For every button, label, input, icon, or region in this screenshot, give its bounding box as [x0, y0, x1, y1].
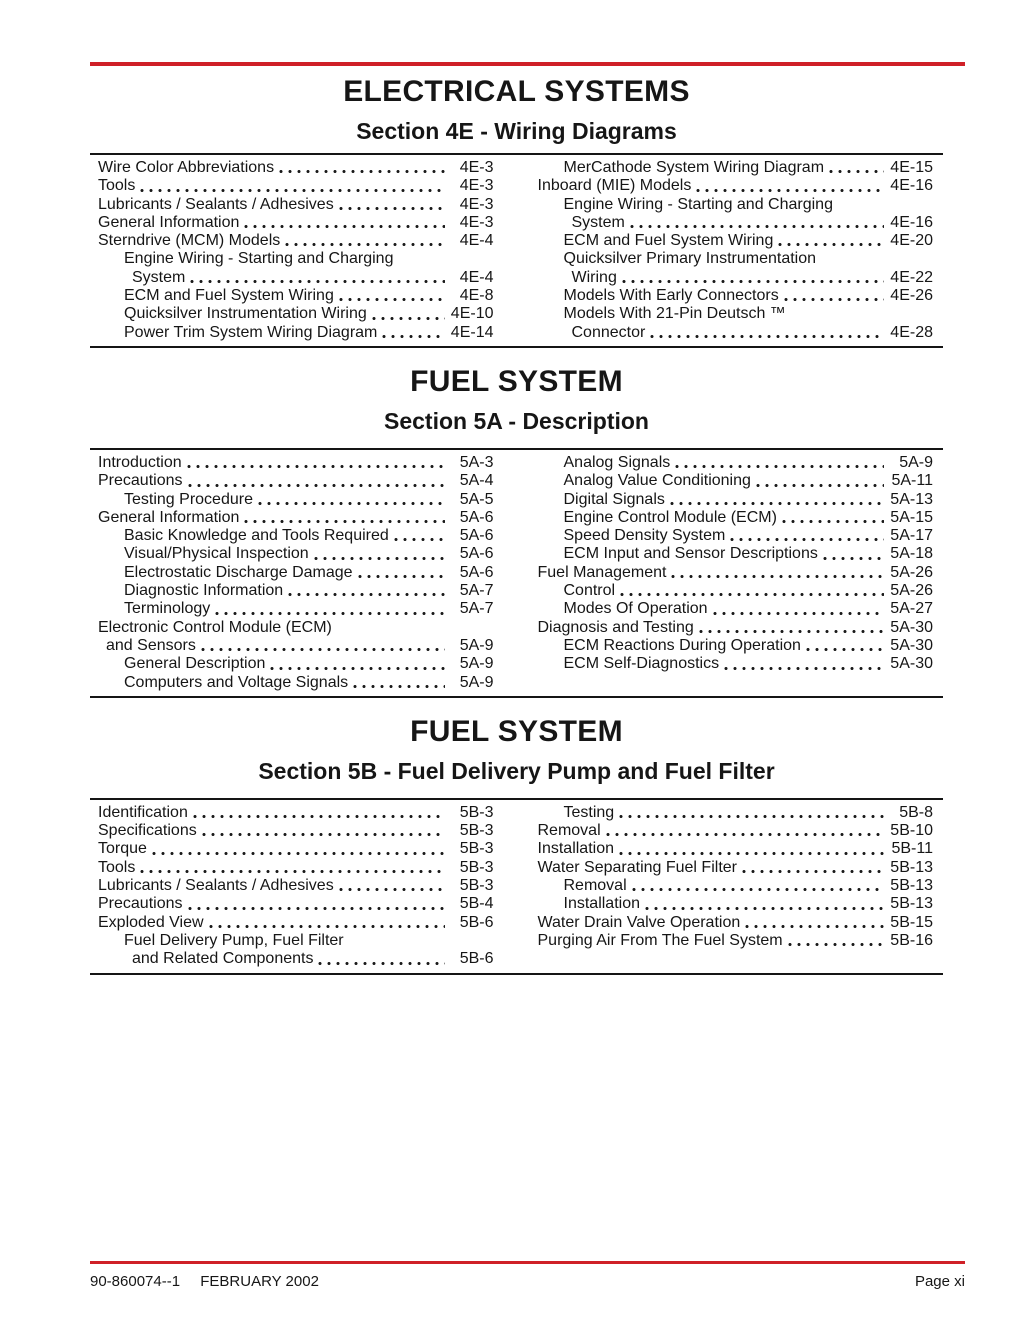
toc-entry-label: and Sensors: [106, 636, 196, 654]
dot-leader: [630, 224, 884, 229]
toc-entry-page: 5B-15: [890, 913, 933, 931]
toc-entry-label: Specifications: [98, 822, 197, 840]
toc-entry-page: 5A-30: [890, 618, 933, 636]
toc-entry: [98, 269, 494, 287]
toc-entry-label: Electronic Control Module (ECM): [98, 618, 332, 636]
dot-leader: [193, 814, 445, 819]
toc-entry-page: 4E-14: [450, 323, 494, 341]
toc-entry-label: Analog Value Conditioning: [563, 472, 751, 490]
toc-entry-label: Diagnosis and Testing: [537, 618, 694, 636]
toc-entry-page: 5B-3: [459, 858, 494, 876]
toc-entry-page: 5A-17: [890, 527, 933, 545]
toc-entry-label: Fuel Delivery Pump, Fuel Filter: [124, 931, 344, 949]
toc-entry-label: Connector: [571, 323, 646, 341]
manual-section: [90, 698, 943, 975]
dot-leader: [829, 169, 884, 174]
toc-entry-page: 5B-3: [459, 822, 494, 840]
toc-entry-page: 4E-16: [890, 177, 933, 195]
toc-entry-label: Engine Control Module (ECM): [563, 508, 777, 526]
toc-entry-label: Quicksilver Primary Instrumentation: [563, 250, 817, 268]
dot-leader: [279, 169, 444, 174]
dot-leader: [782, 519, 884, 524]
dot-leader: [215, 611, 444, 616]
dot-leader: [140, 188, 444, 193]
toc-entry-label: Tools: [98, 177, 136, 195]
toc-entry: [538, 895, 934, 913]
toc-entry-page: 5B-6: [459, 913, 494, 931]
toc-entry-label: and Related Components: [132, 950, 314, 968]
toc-entry-page: 5A-26: [890, 563, 933, 581]
toc-entry-label: Testing: [563, 803, 615, 821]
toc-entry-label: Precautions: [98, 895, 183, 913]
toc-entry: [538, 250, 934, 268]
dot-leader: [742, 869, 884, 874]
toc-column: [98, 804, 494, 969]
dot-leader: [244, 519, 444, 524]
section-subtitle: Section 4E - Wiring Diagrams: [356, 118, 677, 144]
dot-leader: [314, 556, 445, 561]
toc-entry-page: 5A-30: [890, 636, 933, 654]
toc-entry-page: 4E-15: [890, 159, 933, 176]
toc-entry-page: 4E-3: [459, 213, 494, 231]
toc-entry-page: 5B-6: [459, 950, 494, 968]
toc-entry: [538, 564, 934, 582]
toc-entry-label: Models With 21-Pin Deutsch ™: [563, 305, 786, 323]
toc-entry-label: Inboard (MIE) Models: [537, 177, 692, 195]
toc-column: [98, 454, 494, 692]
toc-entry-label: Testing Procedure: [124, 490, 253, 508]
toc-entry-label: System: [571, 213, 625, 231]
toc-entry-label: General Information: [98, 508, 240, 526]
toc-entry-label: General Description: [124, 655, 266, 673]
toc-entry-label: Lubricants / Sealants / Adhesives: [98, 877, 334, 895]
toc-entry-label: Fuel Management: [537, 563, 667, 581]
toc-entry-label: Wiring: [571, 268, 617, 286]
toc-entry: [538, 655, 934, 673]
toc-entry-page: 5B-3: [459, 877, 494, 895]
dot-leader: [339, 887, 445, 892]
toc-entry-page: 5A-6: [459, 527, 494, 545]
toc-entry: [98, 527, 494, 545]
toc-entry-label: Modes Of Operation: [563, 600, 708, 618]
toc-entry: [98, 822, 494, 840]
section-title: FUEL SYSTEM: [410, 364, 623, 398]
toc-entry-page: 4E-20: [890, 232, 933, 250]
toc-entry-label: Torque: [98, 840, 147, 858]
toc-entry-page: 5B-13: [890, 858, 933, 876]
toc-entry: [538, 159, 934, 177]
toc-entry-page: 5A-26: [890, 582, 933, 600]
toc-entry-page: 5B-13: [890, 877, 933, 895]
toc-entry-label: Exploded View: [98, 913, 204, 931]
toc-entry-page: 5B-3: [459, 840, 494, 858]
toc-entry-label: Basic Knowledge and Tools Required: [124, 527, 389, 545]
toc-entry: [538, 804, 934, 822]
dot-leader: [606, 832, 884, 837]
dot-leader: [713, 611, 884, 616]
dot-leader: [619, 851, 884, 856]
toc-entry: [98, 914, 494, 932]
toc-entry: [98, 619, 494, 637]
toc-entry: [98, 582, 494, 600]
toc-entry-label: Water Separating Fuel Filter: [537, 858, 737, 876]
toc-entry-label: ECM and Fuel System Wiring: [563, 232, 774, 250]
toc-entry-label: ECM Input and Sensor Descriptions: [563, 545, 818, 563]
toc-entry-label: Purging Air From The Fuel System: [537, 931, 783, 949]
dot-leader: [382, 334, 444, 339]
dot-leader: [140, 869, 444, 874]
toc-entry: [538, 454, 934, 472]
toc-entry-page: 5B-16: [890, 931, 933, 949]
toc-entry-label: Installation: [563, 895, 640, 913]
dot-leader: [699, 629, 884, 634]
toc-entry-page: 5A-6: [459, 508, 494, 526]
toc-entry: [98, 287, 494, 305]
toc-entry: [538, 932, 934, 950]
dot-leader: [201, 647, 445, 652]
toc-entry: [98, 950, 494, 968]
toc-entry: [98, 305, 494, 323]
section-title: ELECTRICAL SYSTEMS: [343, 75, 690, 108]
toc-entry-label: Removal: [537, 822, 601, 840]
toc-entry: [538, 269, 934, 287]
manual-section: [90, 66, 943, 348]
toc-entry: [98, 454, 494, 472]
toc-entry-label: Removal: [563, 877, 627, 895]
page-number-label: Page xi: [914, 1273, 965, 1290]
toc-entry: [98, 545, 494, 563]
toc-entry-page: 5B-8: [899, 803, 933, 821]
dot-leader: [394, 537, 445, 542]
section-heading: [90, 66, 943, 153]
dot-leader: [778, 242, 884, 247]
toc-entry-page: 5A-7: [459, 582, 494, 600]
dot-leader: [188, 906, 445, 911]
dot-leader: [724, 666, 884, 671]
toc-entry-page: 4E-8: [459, 287, 494, 305]
toc-entry: [98, 509, 494, 527]
toc-entry: [98, 804, 494, 822]
toc-entry-page: 5A-11: [891, 472, 933, 490]
toc-entry-label: Terminology: [124, 600, 211, 618]
toc-entry-label: Identification: [98, 803, 188, 821]
toc-entry-page: 4E-4: [459, 232, 494, 250]
toc-entry-label: Analog Signals: [563, 453, 671, 471]
dot-leader: [670, 501, 884, 506]
section-subtitle: Section 5A - Description: [384, 407, 649, 434]
toc-entry-page: 4E-10: [450, 305, 494, 323]
dot-leader: [645, 906, 884, 911]
dot-leader: [730, 537, 884, 542]
dot-leader: [806, 647, 884, 652]
dot-leader: [353, 684, 444, 689]
document-number: 90-860074--1: [90, 1273, 181, 1290]
toc-entry-label: Sterndrive (MCM) Models: [98, 232, 281, 250]
toc-entry-label: ECM Reactions During Operation: [563, 636, 801, 654]
toc-entry: [538, 177, 934, 195]
dot-leader: [823, 556, 884, 561]
toc-entry-page: 5A-3: [459, 453, 494, 471]
toc-entry-page: 5A-15: [890, 508, 933, 526]
toc-entry: [98, 637, 494, 655]
toc-entry: [538, 822, 934, 840]
dot-leader: [339, 297, 445, 302]
toc-entry: [538, 637, 934, 655]
toc-entry: [538, 472, 934, 490]
dot-leader: [152, 851, 445, 856]
toc-entry-label: General Information: [98, 213, 240, 231]
toc-entry-page: 5A-30: [890, 655, 933, 673]
manual-section: [90, 348, 943, 698]
toc-block: [90, 798, 943, 975]
toc-entry-page: 5B-3: [459, 803, 494, 821]
toc-entry: [98, 877, 494, 895]
toc-entry-label: Installation: [537, 840, 614, 858]
toc-entry-label: Tools: [98, 858, 136, 876]
toc-entry: [98, 859, 494, 877]
toc-entry-label: Wire Color Abbreviations: [98, 159, 275, 176]
toc-entry: [538, 840, 934, 858]
toc-entry: [98, 564, 494, 582]
dot-leader: [696, 188, 884, 193]
toc-entry: [98, 655, 494, 673]
toc-column: [538, 804, 934, 969]
dot-leader: [675, 464, 884, 469]
toc-entry: [98, 932, 494, 950]
toc-entry-page: 4E-3: [459, 159, 494, 176]
toc-entry: [538, 527, 934, 545]
dot-leader: [339, 206, 445, 211]
toc-entry-page: 5A-27: [890, 600, 933, 618]
toc-entry: [538, 324, 934, 342]
toc-entry-page: 4E-22: [890, 268, 933, 286]
dot-leader: [372, 316, 445, 321]
toc-entry-label: Digital Signals: [563, 490, 665, 508]
toc-entry-label: Quicksilver Instrumentation Wiring: [124, 305, 367, 323]
toc-entry-page: 5A-18: [890, 545, 933, 563]
toc-entry-page: 5A-9: [459, 673, 494, 691]
toc-entry: [98, 250, 494, 268]
toc-column: [538, 159, 934, 342]
section-heading: [90, 698, 943, 798]
toc-entry-page: 4E-4: [459, 268, 494, 286]
toc-entry: [98, 491, 494, 509]
toc-entry-label: MerCathode System Wiring Diagram: [563, 159, 825, 176]
toc-entry: [538, 196, 934, 214]
toc-entry: [538, 600, 934, 618]
toc-entry-page: 4E-26: [890, 287, 933, 305]
dot-leader: [632, 887, 884, 892]
toc-entry: [538, 305, 934, 323]
section-heading: [90, 348, 943, 448]
toc-entry-label: Engine Wiring - Starting and Charging: [563, 195, 833, 213]
toc-entry-page: 5A-5: [459, 490, 494, 508]
dot-leader: [671, 574, 884, 579]
toc-entry-page: 5A-6: [459, 545, 494, 563]
toc-entry-page: 5A-13: [890, 490, 933, 508]
toc-entry: [98, 840, 494, 858]
toc-entry-page: 5A-9: [899, 453, 933, 471]
toc-entry: [98, 159, 494, 177]
toc-entry-label: Electrostatic Discharge Damage: [124, 563, 353, 581]
toc-entry: [98, 895, 494, 913]
toc-entry: [538, 509, 934, 527]
toc-entry-label: Speed Density System: [563, 527, 726, 545]
toc-entry: [538, 914, 934, 932]
toc-entry: [538, 545, 934, 563]
section-title: FUEL SYSTEM: [410, 714, 623, 748]
toc-entry-label: System: [132, 268, 186, 286]
toc-entry: [98, 472, 494, 490]
toc-entry-label: Engine Wiring - Starting and Charging: [124, 250, 394, 268]
toc-entry-label: Water Drain Valve Operation: [537, 913, 741, 931]
publication-date: FEBRUARY 2002: [200, 1273, 319, 1290]
dot-leader: [318, 961, 444, 966]
toc-entry-page: 4E-28: [890, 323, 933, 341]
dot-leader: [620, 592, 884, 597]
toc-entry-page: 5B-4: [459, 895, 494, 913]
toc-entry-page: 5A-6: [459, 563, 494, 581]
dot-leader: [209, 924, 445, 929]
toc-entry: [98, 674, 494, 692]
dot-leader: [188, 483, 445, 488]
toc-entry: [98, 177, 494, 195]
toc-entry: [98, 214, 494, 232]
dot-leader: [285, 242, 444, 247]
toc-entry: [98, 232, 494, 250]
toc-entry: [538, 859, 934, 877]
toc-entry-page: 4E-3: [459, 177, 494, 195]
toc-entry: [538, 287, 934, 305]
toc-entry-label: Computers and Voltage Signals: [124, 673, 349, 691]
toc-entry-page: 5B-11: [891, 840, 933, 858]
toc-block: [90, 448, 943, 698]
dot-leader: [619, 814, 884, 819]
toc-entry-label: Introduction: [98, 453, 182, 471]
toc-entry: [538, 214, 934, 232]
toc-entry: [538, 491, 934, 509]
dot-leader: [187, 464, 445, 469]
toc-column: [98, 159, 494, 342]
toc-entry-page: 5B-10: [890, 822, 933, 840]
toc-entry-page: 5B-13: [890, 895, 933, 913]
toc-entry-label: Power Trim System Wiring Diagram: [124, 323, 378, 341]
toc-entry-label: Control: [563, 582, 616, 600]
toc-entry-label: Lubricants / Sealants / Adhesives: [98, 195, 334, 213]
toc-entry-page: 5A-9: [459, 655, 494, 673]
dot-leader: [745, 924, 884, 929]
toc-entry-page: 4E-3: [459, 195, 494, 213]
dot-leader: [622, 279, 884, 284]
toc-block: [90, 153, 943, 348]
dot-leader: [788, 942, 884, 947]
toc-entry-label: Visual/Physical Inspection: [124, 545, 309, 563]
dot-leader: [784, 297, 884, 302]
toc-entry-label: ECM and Fuel System Wiring: [124, 287, 334, 305]
dot-leader: [358, 574, 445, 579]
dot-leader: [650, 334, 884, 339]
toc-entry-page: 4E-16: [890, 213, 933, 231]
toc-entry-page: 5A-7: [459, 600, 494, 618]
toc-entry: [98, 600, 494, 618]
toc-entry: [98, 324, 494, 342]
sections: [90, 66, 943, 975]
toc-entry-label: Diagnostic Information: [124, 582, 284, 600]
toc-entry-label: Models With Early Connectors: [563, 287, 779, 305]
toc-entry: [98, 196, 494, 214]
toc-entry: [538, 232, 934, 250]
dot-leader: [258, 501, 445, 506]
toc-entry-page: 5A-4: [459, 472, 494, 490]
toc-entry-label: Precautions: [98, 472, 183, 490]
toc-column: [538, 454, 934, 692]
section-subtitle: Section 5B - Fuel Delivery Pump and Fuel Filter: [258, 757, 775, 784]
footer-left: [90, 1273, 319, 1291]
toc-entry-page: 5A-9: [459, 636, 494, 654]
dot-leader: [202, 832, 445, 837]
toc-entry: [538, 619, 934, 637]
dot-leader: [288, 592, 444, 597]
footer-row: [90, 1264, 965, 1291]
dot-leader: [756, 483, 884, 488]
dot-leader: [244, 224, 444, 229]
toc-entry-label: ECM Self-Diagnostics: [563, 655, 720, 673]
dot-leader: [270, 666, 444, 671]
toc-entry: [538, 582, 934, 600]
dot-leader: [190, 279, 444, 284]
toc-entry: [538, 877, 934, 895]
page-footer: [90, 1261, 965, 1291]
